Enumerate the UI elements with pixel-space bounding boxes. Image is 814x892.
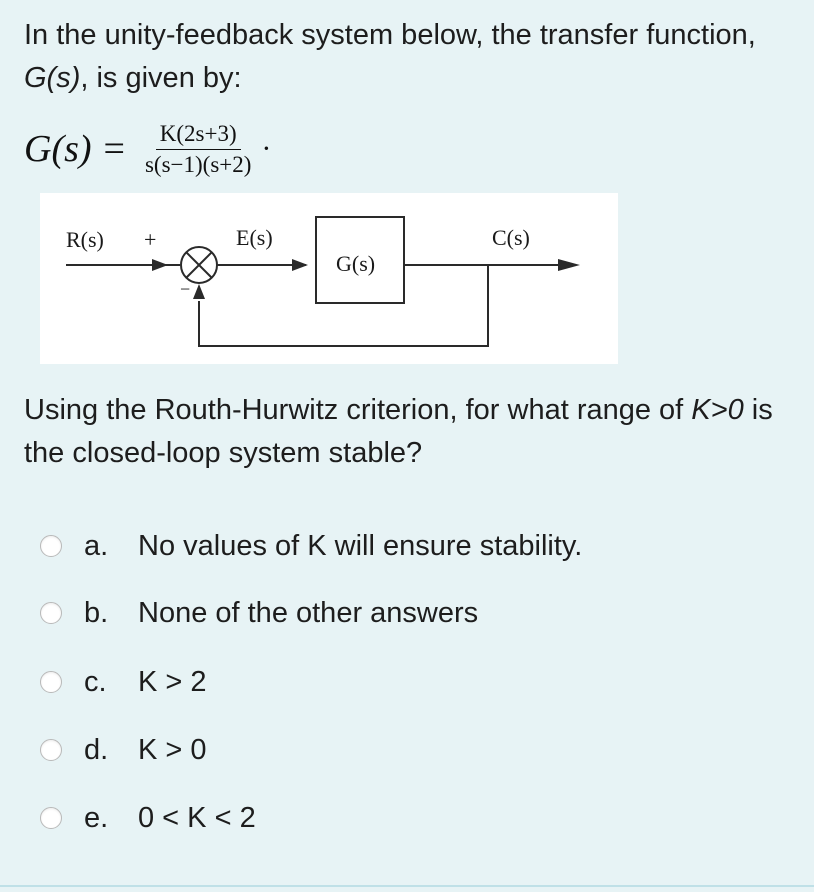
choice-d[interactable] bbox=[40, 730, 740, 770]
choice-text-b: None of the other answers bbox=[138, 596, 479, 629]
choice-text-d: K > 0 bbox=[138, 733, 207, 766]
transfer-function-formula bbox=[24, 114, 271, 184]
question-intro bbox=[24, 14, 794, 100]
radio-button-a[interactable] bbox=[40, 535, 62, 557]
intro-text-before: In the unity-feedback system below, the transfer function, bbox=[24, 19, 756, 51]
stem-text-after: is the closed-loop system stable? bbox=[24, 394, 773, 469]
error-arrowhead bbox=[292, 259, 308, 271]
intro-text-after: , is given by: bbox=[80, 62, 242, 94]
block-label: G(s) bbox=[336, 251, 376, 276]
block-diagram bbox=[40, 193, 618, 364]
formula-denominator: s(s−1)(s+2) bbox=[144, 151, 252, 177]
radio-button-d[interactable] bbox=[40, 739, 62, 761]
stem-text-before: Using the Routh-Hurwitz criterion, for what range of bbox=[24, 394, 692, 426]
radio-button-e[interactable] bbox=[40, 807, 62, 829]
formula-lhs: G(s) bbox=[24, 128, 92, 170]
choice-b[interactable] bbox=[40, 593, 740, 633]
choice-letter-e: e. bbox=[84, 801, 109, 834]
error-label: E(s) bbox=[236, 225, 273, 250]
choice-e[interactable] bbox=[40, 798, 740, 838]
formula-trailing-dot: · bbox=[261, 132, 272, 165]
choice-text-a: No values of K will ensure stability. bbox=[138, 529, 583, 562]
input-arrowhead bbox=[152, 259, 168, 271]
formula-fraction bbox=[141, 121, 255, 178]
choice-letter-c: c. bbox=[84, 665, 107, 698]
bottom-divider bbox=[0, 885, 814, 887]
choice-letter-a: a. bbox=[84, 529, 109, 562]
intro-function-name: G(s) bbox=[24, 62, 81, 94]
input-label: R(s) bbox=[66, 227, 104, 252]
choice-letter-b: b. bbox=[84, 596, 109, 629]
radio-button-c[interactable] bbox=[40, 671, 62, 693]
stem-k-condition: K>0 bbox=[691, 394, 744, 426]
minus-sign: − bbox=[180, 279, 191, 299]
choice-c[interactable] bbox=[40, 662, 740, 702]
choice-a[interactable] bbox=[40, 526, 740, 566]
formula-equals: = bbox=[103, 128, 125, 170]
output-arrowhead bbox=[558, 259, 580, 271]
output-label: C(s) bbox=[492, 225, 530, 250]
choice-text-e: 0 < K < 2 bbox=[138, 801, 256, 834]
choice-text-c: K > 2 bbox=[138, 665, 207, 698]
block-diagram-svg bbox=[40, 193, 618, 364]
choice-letter-d: d. bbox=[84, 733, 109, 766]
feedback-arrowhead bbox=[193, 284, 205, 299]
radio-button-b[interactable] bbox=[40, 602, 62, 624]
formula-numerator: K(2s+3) bbox=[156, 121, 241, 150]
plus-sign: + bbox=[144, 227, 157, 252]
question-stem bbox=[24, 389, 794, 475]
